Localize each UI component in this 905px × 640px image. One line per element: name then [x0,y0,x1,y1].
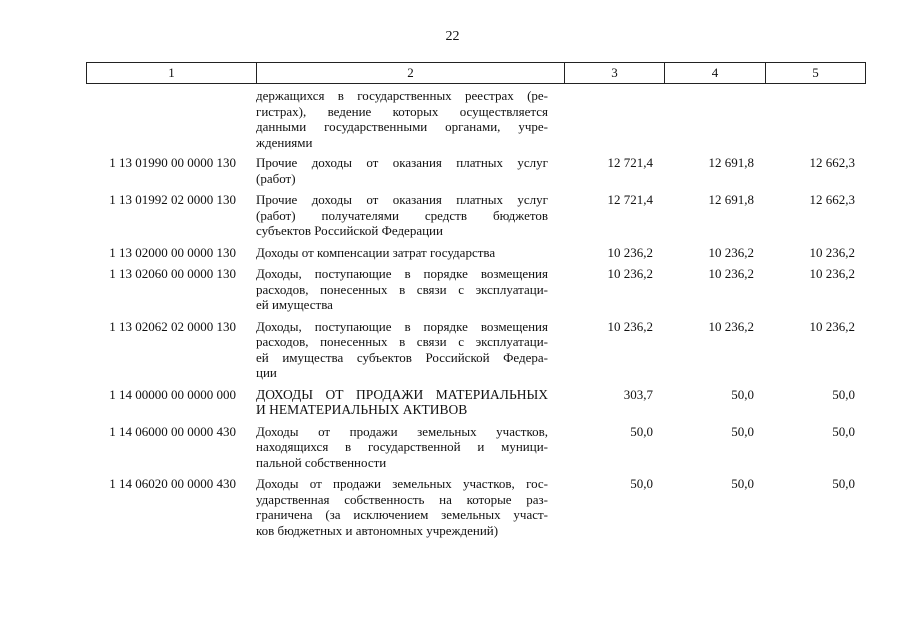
amount-v4: 10 236,2 [708,318,754,334]
revenue-name-line: расходов, понесенных в связи с эксплуатаци- [256,281,548,297]
amount-v3: 50,0 [630,423,653,439]
amount-v5: 12 662,3 [809,192,855,207]
column-header-5: 5 [766,63,866,84]
revenue-name [246,192,548,239]
amount-v4: 10 236,2 [708,244,754,260]
revenue-name [246,155,548,186]
amount-v4: 50,0 [731,386,754,402]
revenue-name-line: ударственная собственность на которые раз- [256,491,548,507]
revenue-name-line: Доходы, поступающие в порядке возмещения [256,266,548,281]
amount-v4: 10 236,2 [708,266,754,281]
revenue-name-line: (работ) получателями средств бюджетов [256,207,548,223]
amount-v5: 50,0 [832,476,855,491]
revenue-code: 1 13 01990 00 0000 130 [109,155,236,170]
revenue-name-line: Доходы от продажи земельных участков, [256,423,548,439]
amount-v5: 12 662,3 [809,155,855,170]
amount-v5: 10 236,2 [809,244,855,260]
table-row [86,245,865,261]
column-header-4: 4 [665,63,766,84]
revenue-name [246,88,548,150]
revenue-code: 1 13 01992 02 0000 130 [109,192,236,207]
revenue-name-line: пальной собственности [256,454,387,470]
amount-v5: 10 236,2 [809,266,855,281]
amount-v3: 10 236,2 [607,318,653,334]
amount-v5: 10 236,2 [809,318,855,334]
column-header-2: 2 [257,63,565,84]
revenue-name-line: находящихся в государственной и муници- [256,439,548,454]
revenue-name [246,319,548,381]
column-header-3: 3 [565,63,665,84]
revenue-name-line: ков бюджетных и автономных учреждений) [256,522,499,538]
revenue-code: 1 14 06020 00 0000 430 [109,476,236,491]
revenue-name-line: граничена (за исключением земельных участ- [256,507,548,522]
table-row [86,155,865,186]
revenue-name-line: ей имущества [256,297,333,312]
revenue-name-line: Доходы от компенсации затрат государства [256,244,496,260]
amount-v5: 50,0 [832,386,855,402]
revenue-name-line: ей имущества субъектов Российской Федера- [256,349,548,365]
revenue-code: 1 14 06000 00 0000 430 [109,423,236,439]
revenue-name [246,476,548,538]
revenue-name [246,387,548,418]
table-row [86,319,865,381]
revenue-name [246,424,548,471]
revenue-code: 1 13 02060 00 0000 130 [109,266,236,281]
revenue-name-line: ции [256,365,277,380]
revenue-code: 1 13 02000 00 0000 130 [109,244,236,260]
revenue-name-line: ждениями [256,134,313,150]
amount-v3: 10 236,2 [607,244,653,260]
revenue-name-line: ДОХОДЫ ОТ ПРОДАЖИ МАТЕРИАЛЬНЫХ [256,386,548,402]
amount-v3: 50,0 [630,476,653,491]
revenue-name [246,245,548,261]
table-row [86,476,865,538]
amount-v3: 10 236,2 [607,266,653,281]
table-row [86,387,865,418]
revenue-name-line: Доходы от продажи земельных участков, гос- [256,476,548,491]
revenue-name [246,266,548,313]
revenue-name-line: данными государственными органами, учре- [256,119,548,134]
revenue-name-line: (работ) [256,170,296,186]
table-row [86,424,865,471]
revenue-name-line: субъектов Российской Федерации [256,223,443,238]
revenue-name-line: И НЕМАТЕРИАЛЬНЫХ АКТИВОВ [256,402,468,417]
amount-v3: 12 721,4 [607,155,653,170]
column-header-row [87,63,866,84]
revenue-code: 1 14 00000 00 0000 000 [109,386,236,402]
amount-v4: 12 691,8 [708,192,754,207]
amount-v4: 50,0 [731,476,754,491]
table-row [86,266,865,313]
revenue-name-line: гистрах), ведение которых осуществляется [256,103,548,119]
amount-v3: 303,7 [623,386,653,402]
column-header-1: 1 [87,63,257,84]
revenue-code: 1 13 02062 02 0000 130 [109,318,236,334]
amount-v5: 50,0 [832,423,855,439]
table-row [86,88,865,150]
page-number: 22 [445,29,460,44]
revenue-name-line: Прочие доходы от оказания платных услуг [256,155,548,170]
amount-v4: 12 691,8 [708,155,754,170]
revenue-name-line: Прочие доходы от оказания платных услуг [256,192,548,207]
revenue-name-line: Доходы, поступающие в порядке возмещения [256,318,548,334]
revenue-table-body [86,88,865,544]
table-row [86,192,865,239]
amount-v4: 50,0 [731,423,754,439]
revenue-name-line: держащихся в государственных реестрах (ре- [256,88,548,103]
revenue-name-line: расходов, понесенных в связи с эксплуатаци- [256,334,548,349]
column-header-table [86,62,866,84]
amount-v3: 12 721,4 [607,192,653,207]
